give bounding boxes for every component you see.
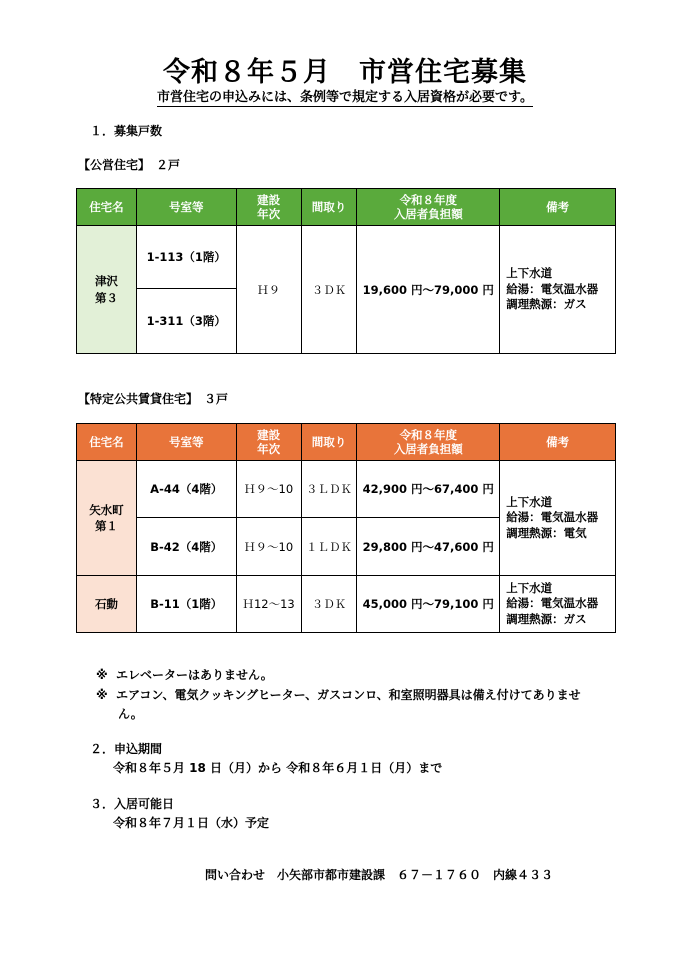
cell-year: Ｈ９ <box>236 226 301 354</box>
cell-housing-name: 津沢 第３ <box>77 226 137 354</box>
cell-year: Ｈ９～10 <box>236 461 301 518</box>
cell-fee: 19,600 円～79,000 円 <box>357 226 500 354</box>
note-text: エレベーターはありません。 <box>116 668 273 682</box>
cell-year: Ｈ９～10 <box>236 518 301 576</box>
cell-room: B-11（1階） <box>136 576 236 633</box>
section3-heading: ３．入居可能日 <box>90 797 175 811</box>
table-row <box>77 576 616 633</box>
header-remarks: 備考 <box>500 189 616 226</box>
note-2 <box>96 686 581 703</box>
cell-layout: １ＬＤＫ <box>301 518 357 576</box>
header-fee: 令和８年度 入居者負担額 <box>357 424 500 461</box>
cell-room: 1-311（3階） <box>136 289 236 354</box>
cell-layout: ３ＤＫ <box>301 226 357 354</box>
cell-remarks: 上下水道 給湯：電気温水器 調理熱源：電気 <box>500 461 616 576</box>
table-header-row <box>77 424 616 461</box>
table-header-row <box>77 189 616 226</box>
cell-remarks: 上下水道 給湯：電気温水器 調理熱源：ガス <box>500 576 616 633</box>
note-2-continued: ん。 <box>118 707 143 721</box>
contact-info: 問い合わせ 小矢部市都市建設課 ６７－１７６０ 内線４３３ <box>205 868 554 882</box>
section2-heading: ２．申込期間 <box>90 742 163 756</box>
cell-room: A-44（4階） <box>136 461 236 518</box>
note-1 <box>96 666 273 683</box>
cell-remarks: 上下水道 給湯：電気温水器 調理熱源：ガス <box>500 226 616 354</box>
cell-fee: 45,000 円～79,100 円 <box>357 576 500 633</box>
table-row <box>77 461 616 518</box>
table-row <box>77 226 616 289</box>
cell-layout: ３ＬＤＫ <box>301 461 357 518</box>
cell-year: Ｈ12～13 <box>236 576 301 633</box>
note-mark: ※ <box>96 668 108 682</box>
header-name: 住宅名 <box>77 189 137 226</box>
page-title: 令和８年５月 市営住宅募集 <box>163 57 527 88</box>
cell-housing-name: 石動 <box>77 576 137 633</box>
public-housing-label: 【公営住宅】 ２戸 <box>78 158 181 172</box>
cell-fee: 29,800 円～47,600 円 <box>357 518 500 576</box>
header-room: 号室等 <box>136 424 236 461</box>
cell-layout: ３ＤＫ <box>301 576 357 633</box>
header-remarks: 備考 <box>500 424 616 461</box>
public-housing-table <box>76 188 616 354</box>
header-name: 住宅名 <box>77 424 137 461</box>
header-layout: 間取り <box>301 424 357 461</box>
application-period: 令和８年５月 18 日（月）から 令和８年６月１日（月）まで <box>113 761 443 775</box>
special-housing-label: 【特定公共賃貸住宅】 ３戸 <box>78 392 229 406</box>
cell-room: B-42（4階） <box>136 518 236 576</box>
special-housing-table <box>76 423 616 633</box>
section1-heading: １．募集戸数 <box>90 124 163 138</box>
move-in-date: 令和８年７月１日（水）予定 <box>113 816 270 830</box>
header-fee: 令和８年度 入居者負担額 <box>357 189 500 226</box>
header-year: 建設 年次 <box>236 189 301 226</box>
cell-housing-name: 矢水町 第１ <box>77 461 137 576</box>
cell-room: 1-113（1階） <box>136 226 236 289</box>
note-mark: ※ <box>96 688 108 702</box>
cell-fee: 42,900 円～67,400 円 <box>357 461 500 518</box>
header-year: 建設 年次 <box>236 424 301 461</box>
page-subtitle <box>0 86 690 105</box>
header-room: 号室等 <box>136 189 236 226</box>
subtitle-text: 市営住宅の申込みには、条例等で規定する入居資格が必要です。 <box>157 90 533 105</box>
header-layout: 間取り <box>301 189 357 226</box>
note-text: エアコン、電気クッキングヒーター、ガスコンロ、和室照明器具は備え付けてありませ <box>116 688 581 702</box>
